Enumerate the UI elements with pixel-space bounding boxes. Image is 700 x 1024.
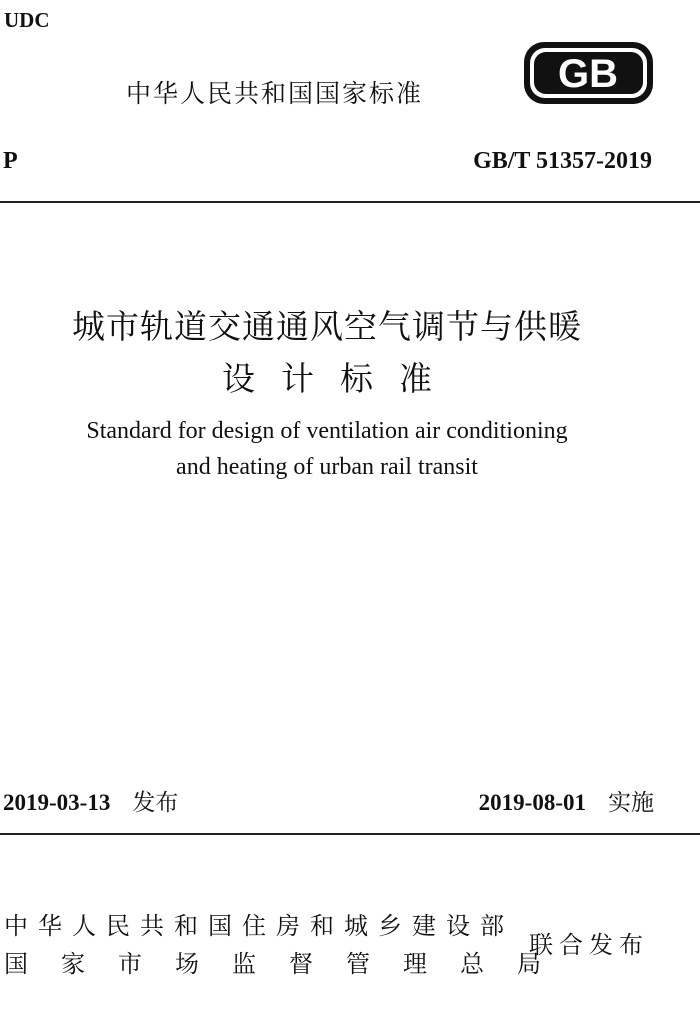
title-en-line1: Standard for design of ventilation air conditioning — [86, 418, 568, 444]
title-en-line2: and heating of urban rail transit — [176, 454, 478, 480]
bottom-divider — [0, 833, 700, 835]
title-zh-line2: 设计标准 — [222, 359, 458, 398]
implement-label: 实施 — [608, 790, 654, 816]
classification-code: P — [3, 148, 18, 174]
implement-date-line — [479, 784, 654, 817]
issue-label: 发布 — [132, 790, 179, 816]
udc-label: UDC — [4, 8, 50, 32]
implement-date: 2019-08-01 — [478, 790, 586, 815]
gb-logo-text: GB — [558, 52, 618, 96]
issue-date: 2019-03-13 — [3, 790, 111, 815]
issue-date-line — [3, 784, 178, 817]
gb-logo — [522, 40, 655, 106]
joint-issue-label: 联合发布 — [529, 931, 649, 959]
issuer-administration: 国家市场监督管理总局 — [4, 950, 574, 978]
title-zh-line1: 城市轨道交通通风空气调节与供暖 — [72, 307, 582, 346]
standard-number: GB/T 51357-2019 — [473, 148, 652, 174]
issuer-ministry: 中华人民共和国住房和城乡建设部 — [4, 912, 514, 940]
top-divider — [0, 201, 700, 203]
national-standard-heading: 中华人民共和国国家标准 — [126, 79, 424, 108]
